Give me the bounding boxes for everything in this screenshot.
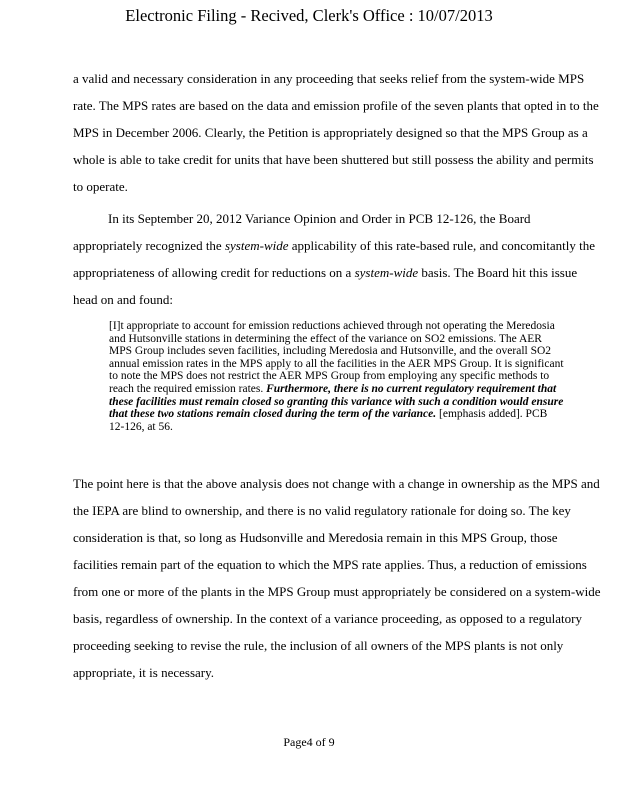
paragraph-2-mid: applicability of this rate-based rule, and concomitantly the appropriateness of allowing credit for reductions on a (73, 238, 595, 280)
paragraph-2 (73, 205, 603, 313)
filing-stamp-header: Electronic Filing - Recived, Clerk's Office : 10/07/2013 (125, 6, 493, 25)
paragraph-2-emphasis-1: system-wide (224, 238, 289, 253)
paragraph-2-emphasis-2: system-wide (354, 265, 419, 280)
paragraph-2-tail: basis. The Board hit this issue head on and found: (73, 265, 578, 307)
page-total: 9 (328, 735, 335, 749)
block-quote (109, 320, 564, 433)
quote-text: [I]t appropriate to account for emission reductions achieved through not operating the Meredosia and Hutsonville stations in determining the effect of the variance on SO2 emissions. The AER MPS Group includes seven facilities, including Meredosia and Hutsonville, and the overall SO2 annual emission rates in the MPS apply to all the facilities in the AER MPS Group. It is significant to note the MPS does not restrict the AER MPS Group from employing any specific methods to reach the required emission rates. (109, 320, 564, 395)
page-label: Page (283, 735, 307, 749)
page-footer (0, 735, 618, 750)
quote-emphasis: Furthermore, there is no current regulatory requirement that these facilities must remain closed so granting this variance with such a condition would ensure that these two stations remain closed during the term of the variance. (109, 382, 564, 421)
paragraph-3: The point here is that the above analysis does not change with a change in ownership as the MPS and the IEPA are blind to ownership, and there is no valid regulatory rationale for doing so. The key consideration is that, so long as Hudsonville and Meredosia remain in this MPS Group, those facilities remain part of the equation to which the MPS rate applies. Thus, a reduction of emissions from one or more of the plants in the MPS Group must appropriately be considered on a system-wide basis, regardless of ownership. In the context of a variance proceeding, as opposed to a regulatory proceeding seeking to revise the rule, the inclusion of all owners of the MPS plants is not only appropriate, it is necessary. (73, 476, 601, 680)
paragraph-1: a valid and necessary consideration in any proceeding that seeks relief from the system-wide MPS rate. The MPS rates are based on the data and emission profile of the seven plants that opted in to the MPS in December 2006. Clearly, the Petition is appropriately designed so that the MPS Group as a whole is able to take credit for units that have been shuttered but still possess the ability and permits to operate. (73, 71, 599, 194)
quote-citation: [emphasis added]. PCB 12-126, at 56. (109, 408, 548, 433)
page-number: 4 (306, 735, 313, 749)
paragraph-2-lead: In its September 20, 2012 Variance Opinion and Order in PCB 12-126, the Board appropriately recognized the (73, 211, 531, 253)
of-label: of (315, 735, 326, 749)
